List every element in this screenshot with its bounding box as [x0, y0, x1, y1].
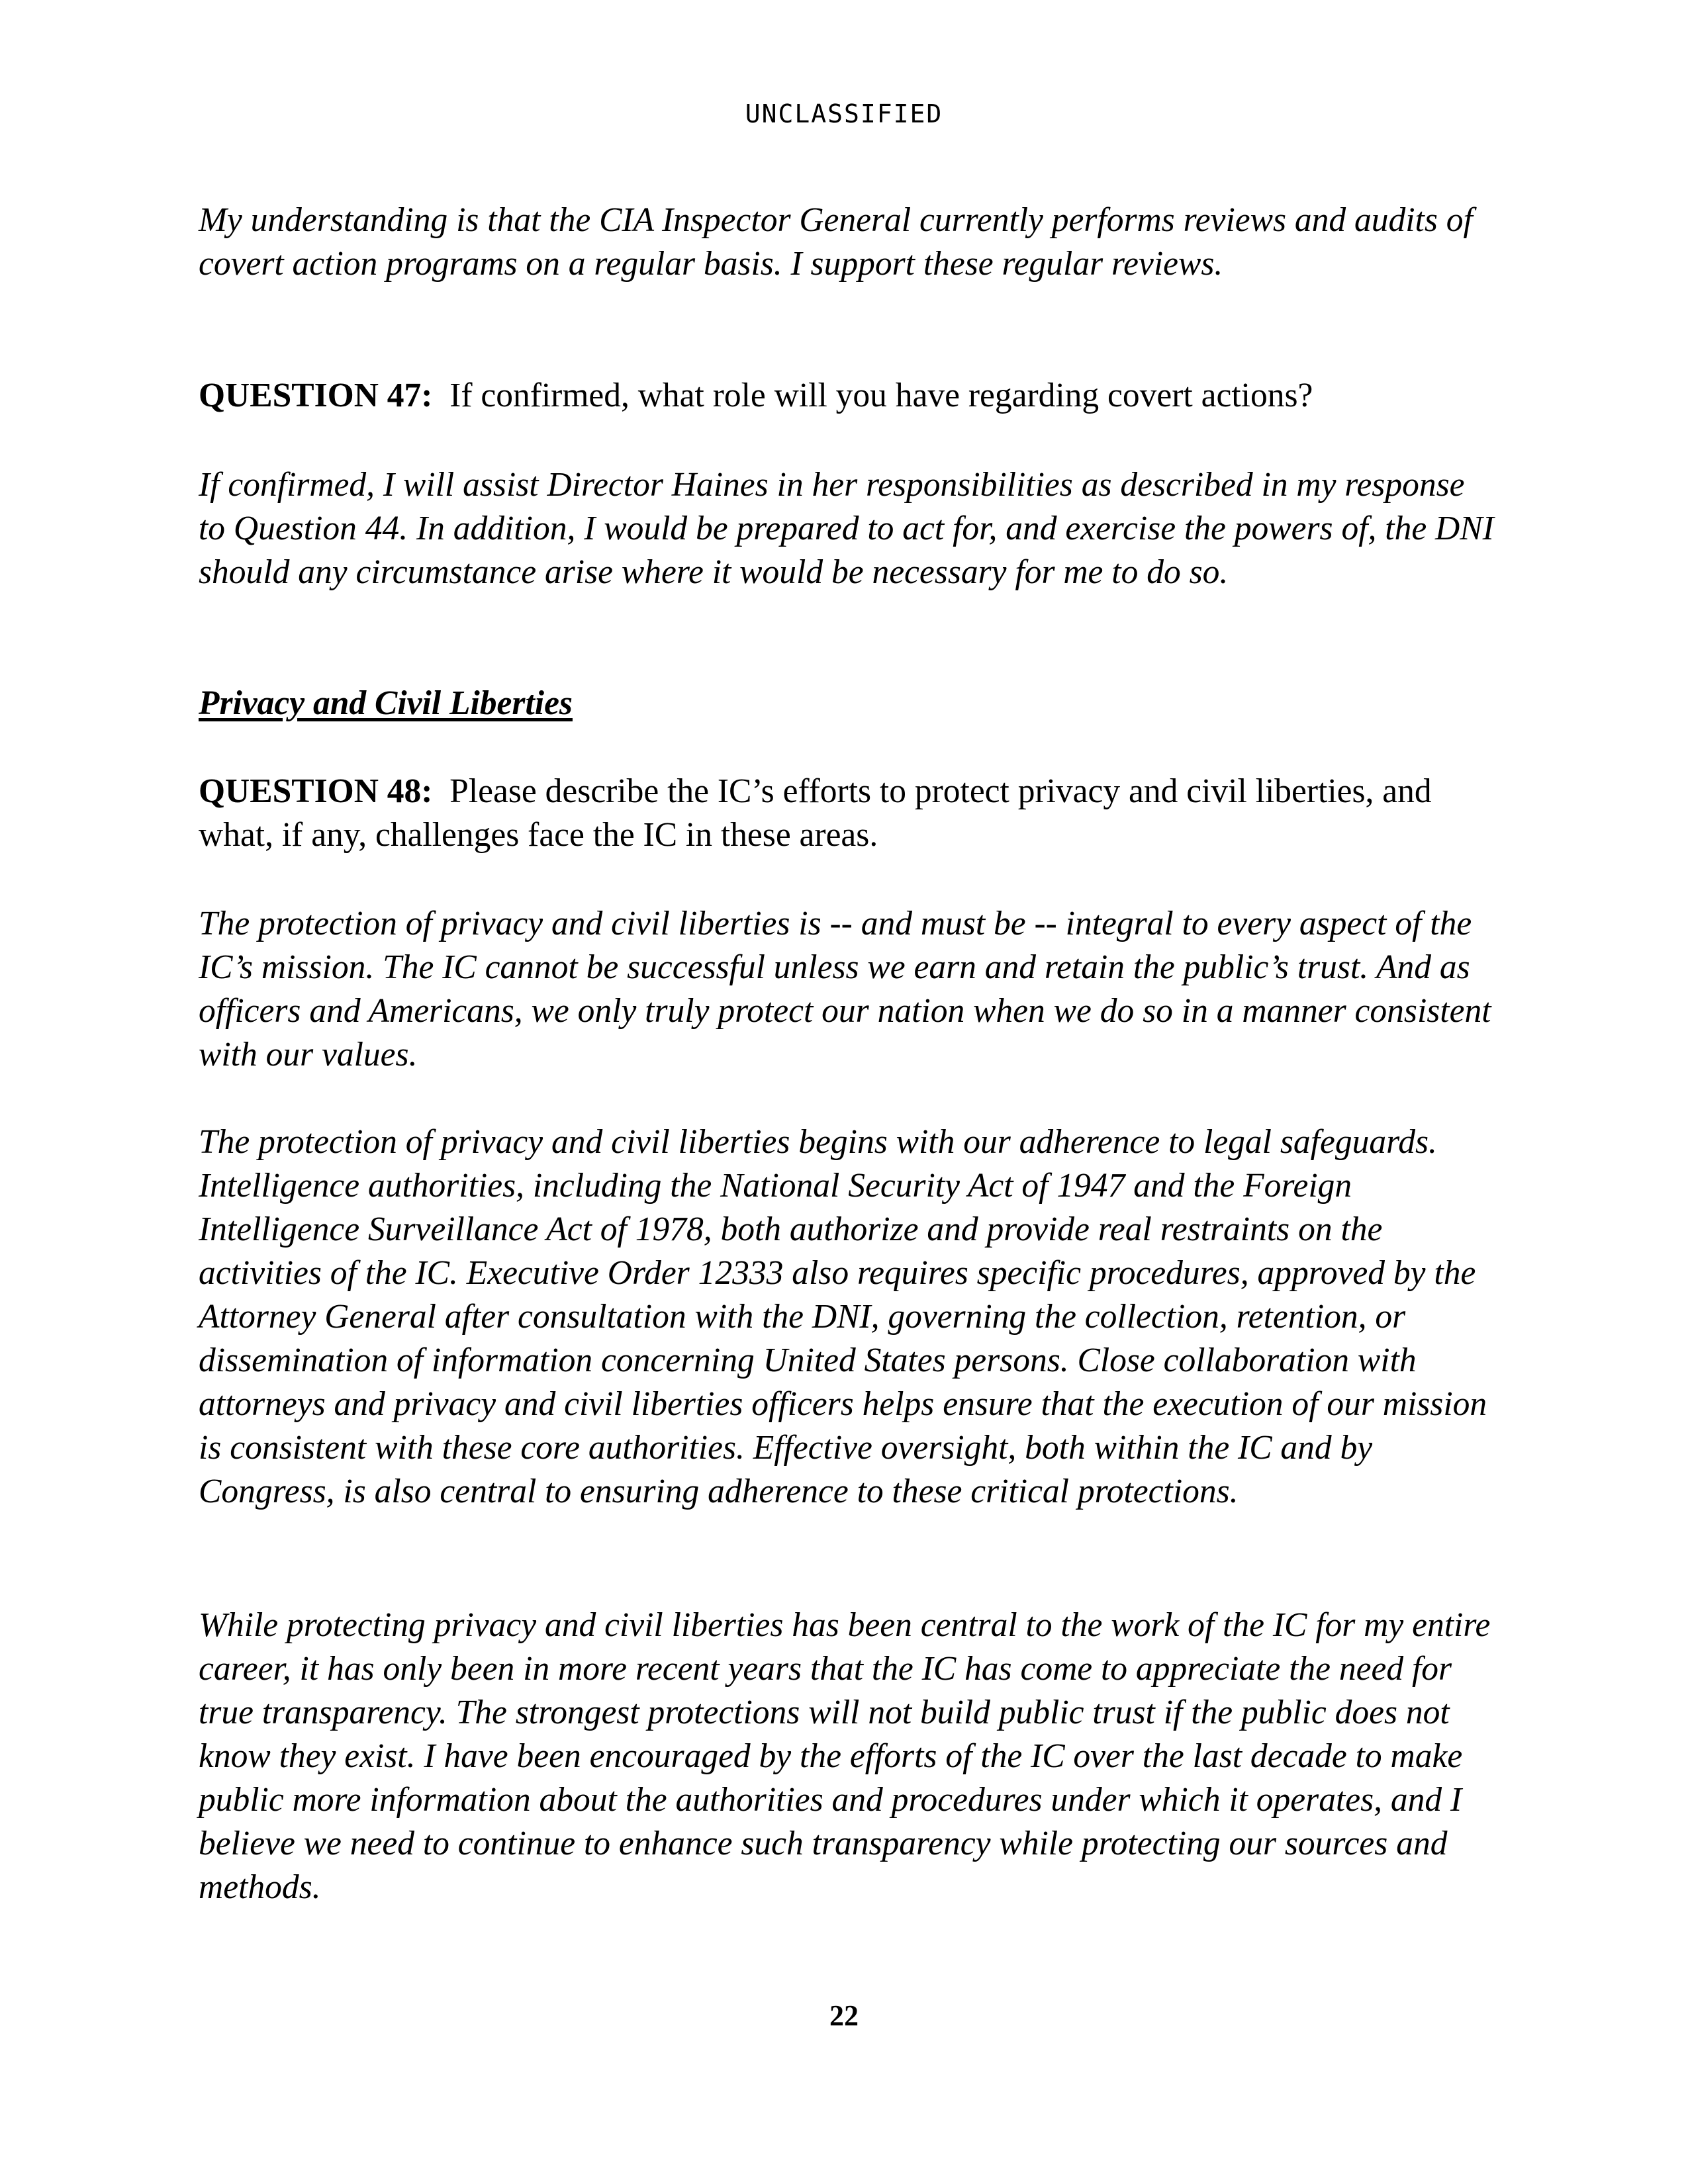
page-number: 22	[829, 1999, 859, 2032]
section-heading-privacy: Privacy and Civil Liberties	[199, 684, 573, 722]
answer-48-paragraph-2: The protection of privacy and civil liberties begins with our adherence to legal safeguards. Intelligence authorities, including the National Security Act of 1947 and the Foreign Intelligence Surveillance Act of 1978, both authorize and provide real restraints on the activities of the IC. Executive Order 12333 also requires specific procedures, approved by the Attorney General after consultation with the DNI, governing the collection, retention, or dissemination of information concerning United States persons. Close collaboration with attorneys and privacy and civil liberties officers helps ensure that the execution of our mission is consistent with these core authorities. Effective oversight, both within the IC and by Congress, is also central to ensuring adherence to these critical protections.	[199, 1123, 1487, 1510]
answer-48-paragraph-3: While protecting privacy and civil liberties has been central to the work of the IC for my entire career, it has only been in more recent years that the IC has come to appreciate the need for true transparency. The strongest protections will not build public trust if the public does not know they exist. I have been encouraged by the efforts of the IC over the last decade to make public more information about the authorities and procedures under which it operates, and I believe we need to continue to enhance such transparency while protecting our sources and methods.	[199, 1606, 1491, 1906]
answer-48-paragraph-1: The protection of privacy and civil liberties is -- and must be -- integral to every aspect of the IC’s mission. The IC cannot be successful unless we earn and retain the public’s trust. And as officers and Americans, we only truly protect our nation when we do so in a manner consistent with our values.	[199, 905, 1491, 1073]
question-48	[199, 770, 1496, 857]
classification-header: UNCLASSIFIED	[745, 99, 943, 128]
question-47	[199, 374, 1496, 418]
question-48-text: Please describe the IC’s efforts to protect privacy and civil liberties, and what, if any, challenges face the IC in these areas.	[199, 772, 1432, 854]
answer-46-paragraph: My understanding is that the CIA Inspector General currently performs reviews and audits of covert action programs on a regular basis. I support these regular reviews.	[199, 201, 1473, 283]
answer-47-paragraph: If confirmed, I will assist Director Haines in her responsibilities as described in my response to Question 44. In addition, I would be prepared to act for, and exercise the powers of, the DNI should any circumstance arise where it would be necessary for me to do so.	[199, 466, 1494, 591]
question-48-label: QUESTION 48:	[199, 772, 433, 810]
question-47-text: If confirmed, what role will you have regarding covert actions?	[449, 377, 1313, 414]
question-47-label: QUESTION 47:	[199, 377, 433, 414]
